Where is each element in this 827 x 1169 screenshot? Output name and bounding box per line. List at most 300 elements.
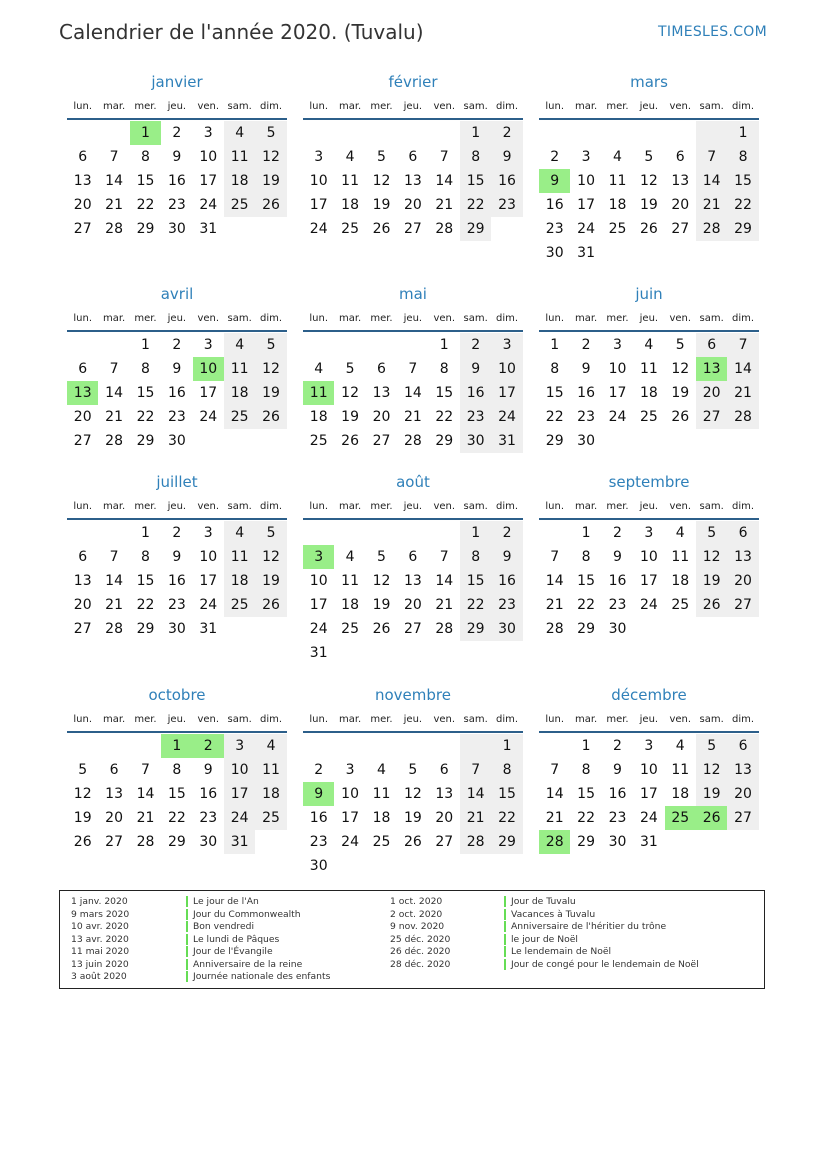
day-cell: 11 <box>341 173 359 189</box>
weekday-label: ven. <box>433 100 456 112</box>
month-11 <box>539 683 759 854</box>
day-cell: 5 <box>255 333 286 357</box>
day-cell: 11 <box>224 145 255 169</box>
day-cell: 4 <box>644 337 654 353</box>
day-cell: 12 <box>255 545 286 569</box>
day-cell: 13 <box>73 173 92 189</box>
day-cell-empty <box>429 734 460 758</box>
weekday-label: lun. <box>545 100 565 112</box>
weekday-label: jeu. <box>167 500 187 512</box>
weekday-label: lun. <box>73 312 93 324</box>
day-cell: 27 <box>727 806 758 830</box>
day-grid <box>67 121 287 241</box>
day-cell: 26 <box>696 593 727 617</box>
day-cell: 23 <box>199 810 218 826</box>
month-name: août <box>396 473 430 491</box>
day-cell: 28 <box>403 433 422 449</box>
weekday-label: mar. <box>102 312 126 324</box>
day-cell: 22 <box>727 193 758 217</box>
day-cell: 17 <box>639 573 658 589</box>
day-cell: 24 <box>309 221 328 237</box>
day-cell: 23 <box>167 197 186 213</box>
weekday-header <box>67 494 287 520</box>
day-cell: 9 <box>172 549 182 565</box>
day-cell: 16 <box>545 197 564 213</box>
day-cell: 20 <box>671 197 690 213</box>
day-cell: 7 <box>439 549 449 565</box>
day-cell: 9 <box>581 361 591 377</box>
day-cell: 2 <box>613 738 622 754</box>
day-cell: 25 <box>224 405 255 429</box>
day-cell: 19 <box>696 569 727 593</box>
day-cell-empty <box>130 734 161 758</box>
day-grid <box>303 734 523 878</box>
day-cell: 9 <box>491 145 522 169</box>
holiday-day-cell: 13 <box>67 381 98 405</box>
day-cell: 2 <box>491 121 522 145</box>
legend-holiday-name <box>186 946 330 959</box>
holiday-marker-icon <box>186 921 188 932</box>
legend-right-names <box>504 896 699 971</box>
weekday-header <box>67 94 287 120</box>
day-cell: 7 <box>439 149 449 165</box>
day-cell: 4 <box>345 149 355 165</box>
day-cell: 19 <box>372 197 391 213</box>
day-cell: 2 <box>172 525 182 541</box>
day-cell: 14 <box>545 573 564 589</box>
day-cell: 2 <box>314 762 324 778</box>
day-cell: 17 <box>309 197 328 213</box>
day-cell: 1 <box>491 734 522 758</box>
day-cell: 3 <box>224 734 255 758</box>
legend-holiday-name <box>186 959 330 972</box>
day-cell: 30 <box>491 617 522 641</box>
weekday-label: ven. <box>197 500 220 512</box>
day-cell: 18 <box>224 381 255 405</box>
holiday-day-cell: 1 <box>161 734 192 758</box>
day-cell: 21 <box>435 197 454 213</box>
day-cell: 14 <box>545 786 564 802</box>
day-cell: 30 <box>608 621 627 637</box>
day-cell: 19 <box>696 782 727 806</box>
day-cell: 18 <box>671 573 690 589</box>
day-cell: 6 <box>408 549 418 565</box>
day-cell: 23 <box>608 597 627 613</box>
day-cell: 21 <box>105 197 123 213</box>
weekday-label: dim. <box>732 500 755 512</box>
month-name: septembre <box>608 473 690 491</box>
weekday-label: lun. <box>545 312 565 324</box>
weekday-label: mer. <box>134 713 157 725</box>
weekday-label: dim. <box>496 312 519 324</box>
day-cell: 9 <box>172 361 182 377</box>
weekday-label: sam. <box>227 312 252 324</box>
day-cell: 10 <box>309 573 328 589</box>
legend-date: 1 janv. 2020 <box>71 896 128 907</box>
day-cell: 18 <box>671 786 690 802</box>
day-cell: 14 <box>105 385 123 401</box>
day-cell: 8 <box>550 361 560 377</box>
month-7 <box>303 470 523 665</box>
month-name: décembre <box>611 686 687 704</box>
day-cell: 12 <box>372 573 391 589</box>
day-cell: 8 <box>439 361 449 377</box>
day-cell: 8 <box>460 145 491 169</box>
day-cell: 26 <box>403 834 422 850</box>
day-cell: 24 <box>608 409 627 425</box>
day-cell: 15 <box>460 569 491 593</box>
legend-date: 9 nov. 2020 <box>390 921 445 932</box>
brand-link[interactable]: TIMESLES.COM <box>658 24 767 40</box>
weekday-label: mer. <box>606 100 629 112</box>
weekday-header <box>67 306 287 332</box>
holiday-marker-icon <box>186 946 188 957</box>
legend-holiday-label: Le jour de l'An <box>193 896 259 907</box>
weekday-label: ven. <box>433 312 456 324</box>
day-cell-empty <box>67 734 98 758</box>
day-cell: 2 <box>172 125 182 141</box>
weekday-label: dim. <box>496 100 519 112</box>
day-cell: 28 <box>727 405 758 429</box>
day-cell: 21 <box>696 193 727 217</box>
holiday-day-cell: 9 <box>539 169 570 193</box>
weekday-label: jeu. <box>167 713 187 725</box>
day-cell: 7 <box>550 762 560 778</box>
weekday-label: mar. <box>574 713 598 725</box>
day-cell: 15 <box>136 385 155 401</box>
weekday-label: jeu. <box>639 312 659 324</box>
month-6 <box>67 470 287 641</box>
day-cell: 22 <box>545 409 564 425</box>
legend-date: 13 juin 2020 <box>71 958 129 970</box>
weekday-label: mar. <box>338 312 362 324</box>
day-cell: 20 <box>105 810 123 826</box>
day-cell: 8 <box>491 758 522 782</box>
day-cell: 27 <box>403 221 422 237</box>
day-cell: 17 <box>309 597 328 613</box>
legend-date: 25 déc. 2020 <box>390 933 451 945</box>
legend-holiday-name <box>504 896 699 909</box>
legend-holiday-label: Jour de Tuvalu <box>511 896 576 907</box>
holiday-marker-icon <box>504 959 506 970</box>
day-grid <box>539 521 759 641</box>
day-cell: 13 <box>435 786 454 802</box>
legend-holiday-name <box>504 909 699 922</box>
day-cell: 2 <box>581 337 591 353</box>
day-cell: 20 <box>727 782 758 806</box>
day-cell: 20 <box>403 597 422 613</box>
day-cell: 3 <box>203 125 213 141</box>
day-cell: 14 <box>105 173 123 189</box>
day-cell: 9 <box>613 549 622 565</box>
day-cell: 28 <box>460 830 491 854</box>
day-cell: 21 <box>105 597 123 613</box>
day-cell: 3 <box>345 762 355 778</box>
day-cell: 26 <box>639 221 658 237</box>
weekday-label: sam. <box>227 100 252 112</box>
day-cell: 29 <box>460 617 491 641</box>
day-cell: 24 <box>199 197 218 213</box>
day-cell: 11 <box>224 545 255 569</box>
weekday-label: jeu. <box>639 100 659 112</box>
weekday-header <box>539 707 759 733</box>
weekday-label: ven. <box>197 312 220 324</box>
day-cell: 3 <box>613 337 622 353</box>
day-cell: 22 <box>136 597 155 613</box>
holiday-marker-icon <box>504 921 506 932</box>
day-cell: 2 <box>460 333 491 357</box>
weekday-label: jeu. <box>403 500 423 512</box>
day-cell-empty <box>334 121 365 145</box>
day-cell-empty <box>334 333 365 357</box>
month-name: mars <box>630 73 668 91</box>
day-cell: 9 <box>491 545 522 569</box>
day-grid <box>539 333 759 453</box>
day-cell: 24 <box>491 405 522 429</box>
weekday-header <box>303 494 523 520</box>
weekday-label: ven. <box>433 713 456 725</box>
day-cell: 26 <box>671 409 690 425</box>
day-cell-empty <box>334 521 365 545</box>
day-cell: 18 <box>224 569 255 593</box>
weekday-label: ven. <box>669 312 692 324</box>
day-cell: 3 <box>491 333 522 357</box>
day-cell: 15 <box>545 385 564 401</box>
holiday-day-cell: 13 <box>696 357 727 381</box>
day-cell: 20 <box>73 197 92 213</box>
day-cell: 26 <box>255 193 286 217</box>
day-cell-empty <box>98 734 129 758</box>
day-cell: 8 <box>141 549 150 565</box>
day-cell: 22 <box>435 409 454 425</box>
day-cell: 19 <box>255 569 286 593</box>
day-cell: 19 <box>341 409 359 425</box>
day-cell: 5 <box>408 762 418 778</box>
weekday-label: mar. <box>102 713 126 725</box>
day-cell: 17 <box>199 573 218 589</box>
day-cell: 10 <box>341 786 359 802</box>
day-cell: 30 <box>167 621 186 637</box>
weekday-label: mar. <box>574 100 598 112</box>
holiday-marker-icon <box>504 896 506 907</box>
holiday-day-cell: 25 <box>665 806 696 830</box>
day-cell-empty <box>67 333 98 357</box>
day-cell: 3 <box>644 525 654 541</box>
day-cell: 14 <box>105 573 123 589</box>
day-cell: 29 <box>167 834 186 850</box>
day-cell: 6 <box>675 149 685 165</box>
day-cell: 30 <box>460 429 491 453</box>
weekday-label: sam. <box>699 500 724 512</box>
weekday-label: sam. <box>463 713 488 725</box>
weekday-label: ven. <box>669 100 692 112</box>
month-5 <box>539 282 759 453</box>
day-cell: 27 <box>671 221 690 237</box>
legend-date: 9 mars 2020 <box>71 908 130 920</box>
weekday-label: ven. <box>197 100 220 112</box>
weekday-label: mer. <box>370 713 393 725</box>
day-cell: 7 <box>550 549 560 565</box>
month-1 <box>303 70 523 241</box>
day-cell: 14 <box>460 782 491 806</box>
legend-holiday-label: Jour du Commonwealth <box>193 908 301 920</box>
weekday-label: dim. <box>496 713 519 725</box>
day-cell: 6 <box>727 734 758 758</box>
day-cell: 5 <box>696 521 727 545</box>
day-cell: 23 <box>577 409 595 425</box>
weekday-header <box>67 707 287 733</box>
weekday-label: lun. <box>73 100 93 112</box>
day-cell: 28 <box>435 621 454 637</box>
weekday-label: sam. <box>463 100 488 112</box>
month-3 <box>67 282 287 453</box>
day-cell-empty <box>98 121 129 145</box>
holiday-day-cell: 26 <box>696 806 727 830</box>
day-cell: 8 <box>172 762 182 778</box>
day-cell: 16 <box>167 173 186 189</box>
day-cell: 22 <box>577 810 595 826</box>
day-cell: 21 <box>545 810 564 826</box>
day-cell: 31 <box>199 221 218 237</box>
day-cell: 9 <box>613 762 622 778</box>
day-cell: 26 <box>372 221 391 237</box>
weekday-header <box>303 94 523 120</box>
day-cell: 4 <box>675 738 685 754</box>
weekday-header <box>303 707 523 733</box>
legend-left-dates <box>71 896 129 984</box>
day-cell: 12 <box>73 786 92 802</box>
day-cell: 30 <box>199 834 218 850</box>
day-cell: 27 <box>696 405 727 429</box>
day-cell: 17 <box>341 810 359 826</box>
holiday-marker-icon <box>186 909 188 920</box>
day-cell: 4 <box>675 525 685 541</box>
legend-date: 11 mai 2020 <box>71 946 130 957</box>
weekday-header <box>539 94 759 120</box>
day-cell: 7 <box>109 361 119 377</box>
day-cell: 18 <box>372 810 391 826</box>
weekday-label: mer. <box>370 500 393 512</box>
day-cell: 24 <box>341 834 359 850</box>
day-cell: 25 <box>341 221 359 237</box>
day-cell: 18 <box>255 782 286 806</box>
legend-holiday-label: Vacances à Tuvalu <box>511 908 596 920</box>
day-cell: 15 <box>167 786 186 802</box>
weekday-label: ven. <box>669 713 692 725</box>
day-cell: 7 <box>109 149 119 165</box>
month-0 <box>67 70 287 241</box>
day-cell: 30 <box>608 834 627 850</box>
month-name: janvier <box>151 73 203 91</box>
day-cell: 18 <box>224 169 255 193</box>
day-cell: 25 <box>309 433 328 449</box>
weekday-header <box>539 306 759 332</box>
day-cell: 30 <box>167 433 186 449</box>
day-cell: 19 <box>255 169 286 193</box>
legend-holiday-label: le jour de Noël <box>511 933 578 945</box>
day-cell: 16 <box>491 169 522 193</box>
day-cell: 28 <box>435 221 454 237</box>
day-cell: 16 <box>608 786 627 802</box>
day-cell: 23 <box>545 221 564 237</box>
day-cell: 5 <box>78 762 88 778</box>
day-cell: 5 <box>644 149 654 165</box>
day-cell: 1 <box>141 525 150 541</box>
day-cell: 3 <box>644 738 654 754</box>
holiday-legend <box>59 890 765 989</box>
day-grid <box>303 333 523 453</box>
day-cell: 17 <box>577 197 595 213</box>
legend-date: 2 oct. 2020 <box>390 908 443 920</box>
day-cell-empty <box>429 121 460 145</box>
weekday-label: mer. <box>134 500 157 512</box>
legend-holiday-label: Le lundi de Pâques <box>193 933 280 945</box>
day-cell: 23 <box>491 593 522 617</box>
day-cell: 12 <box>372 173 391 189</box>
day-cell: 7 <box>696 145 727 169</box>
day-cell-empty <box>602 121 633 145</box>
day-cell: 20 <box>73 597 92 613</box>
weekday-label: mar. <box>338 100 362 112</box>
weekday-label: mer. <box>370 312 393 324</box>
day-cell: 19 <box>671 385 690 401</box>
day-cell: 23 <box>491 193 522 217</box>
day-cell: 11 <box>255 758 286 782</box>
day-cell: 7 <box>141 762 150 778</box>
day-cell: 4 <box>255 734 286 758</box>
day-cell: 4 <box>224 521 255 545</box>
legend-date: 26 déc. 2020 <box>390 946 451 957</box>
legend-left-names <box>186 896 330 984</box>
day-cell: 27 <box>727 593 758 617</box>
day-cell: 4 <box>224 333 255 357</box>
day-cell: 26 <box>341 433 359 449</box>
day-cell-empty <box>397 521 428 545</box>
legend-holiday-name <box>504 946 699 959</box>
day-cell: 10 <box>224 758 255 782</box>
day-cell: 23 <box>167 597 186 613</box>
day-cell: 5 <box>255 121 286 145</box>
day-cell: 26 <box>372 621 391 637</box>
day-cell: 25 <box>224 193 255 217</box>
day-cell: 13 <box>727 545 758 569</box>
day-cell: 4 <box>345 549 355 565</box>
day-cell: 21 <box>105 409 123 425</box>
day-cell: 12 <box>255 357 286 381</box>
holiday-marker-icon <box>186 959 188 970</box>
day-cell: 28 <box>105 433 123 449</box>
day-cell: 20 <box>73 409 92 425</box>
day-cell: 30 <box>309 858 328 874</box>
weekday-label: sam. <box>699 713 724 725</box>
day-cell: 31 <box>309 645 328 661</box>
day-cell: 30 <box>545 245 564 261</box>
day-cell: 18 <box>341 597 359 613</box>
holiday-marker-icon <box>186 896 188 907</box>
legend-holiday-name <box>186 934 330 947</box>
weekday-label: mar. <box>102 100 126 112</box>
day-cell: 19 <box>255 381 286 405</box>
day-cell: 29 <box>727 217 758 241</box>
weekday-label: jeu. <box>167 100 187 112</box>
day-cell-empty <box>303 333 334 357</box>
day-cell: 6 <box>727 521 758 545</box>
month-name: octobre <box>148 686 206 704</box>
day-cell-empty <box>633 121 664 145</box>
month-name: mai <box>399 285 427 303</box>
day-cell: 29 <box>577 834 595 850</box>
day-cell: 9 <box>460 357 491 381</box>
